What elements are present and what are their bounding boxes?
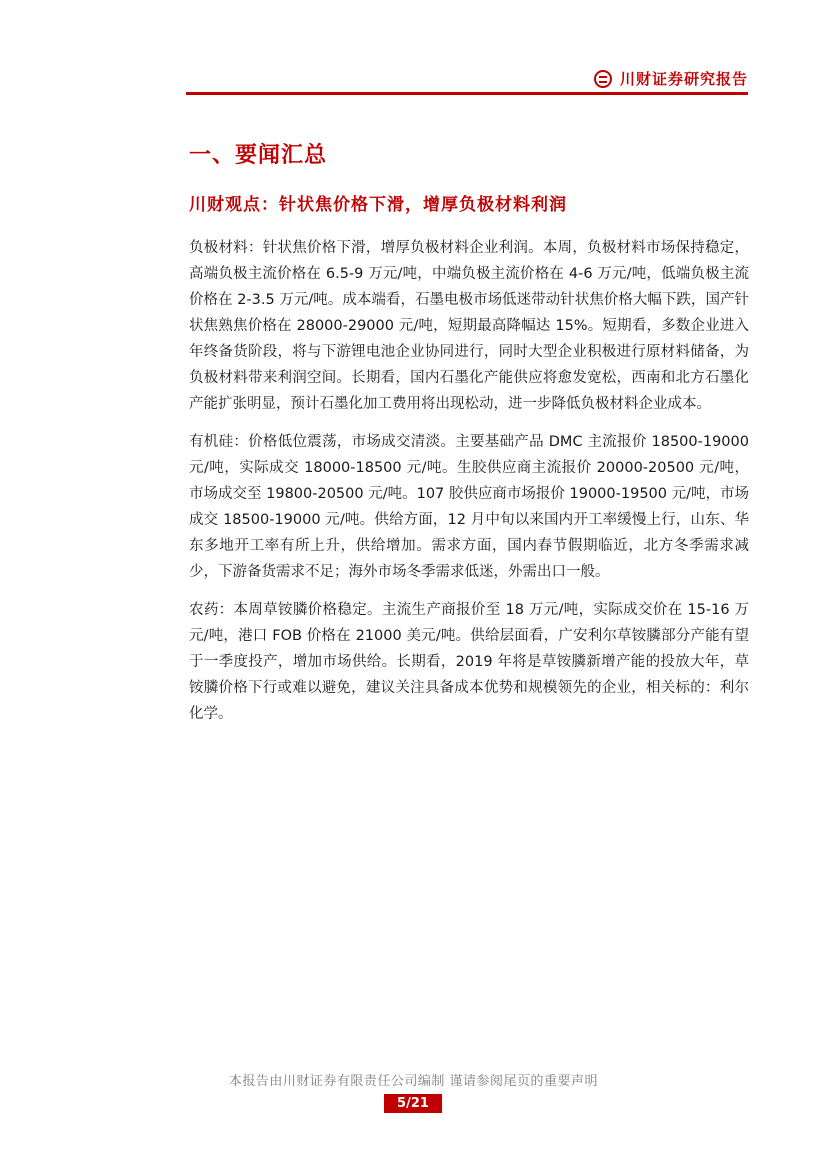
paragraph-organic-silicon: 有机硅：价格低位震荡，市场成交清淡。主要基础产品 DMC 主流报价 18500-19000 元/吨，实际成交 18000-18500 元/吨。生胶供应商主流报价 20000-20500 元/吨，市场成交至 19800-20500 元/吨。107 胶供应商市场报价 19000-19500 元/吨，市场成交 18500-19000 元/吨。供给方面，12 月中旬以来国内开工率缓慢上行，山东、华东多地开工率有所上升，供给增加。需求方面，国内春节假期临近，北方冬季需求减少，下游备货需求不足；海外市场冬季需求低迷，外需出口一般。 <box>189 434 749 580</box>
report-body <box>189 235 749 739</box>
page-header <box>186 62 748 92</box>
header-brand <box>594 68 748 89</box>
paragraph-pesticides: 农药：本周草铵膦价格稳定。主流生产商报价至 18 万元/吨，实际成交价在 15-16 万元/吨，港口 FOB 价格在 21000 美元/吨。供给层面看，广安利尔草铵膦部分产能有望于一季度投产，增加市场供给。长期看，2019 年将是草铵膦新增产能的投放大年，草铵膦价格下行或难以避免，建议关注具备成本优势和规模领先的企业，相关标的：利尔化学。 <box>189 602 749 722</box>
paragraph-anode-materials: 负极材料：针状焦价格下滑，增厚负极材料企业利润。本周，负极材料市场保持稳定，高端负极主流价格在 6.5-9 万元/吨，中端负极主流价格在 4-6 万元/吨，低端负极主流价格在 2-3.5 万元/吨。成本端看，石墨电极市场低迷带动针状焦价格大幅下跌，国产针状焦熟焦价格在 28000-29000 元/吨，短期最高降幅达 15%。短期看，多数企业进入年终备货阶段，将与下游锂电池企业协同进行，同时大型企业积极进行原材料储备，为负极材料带来利润空间。长期看，国内石墨化产能供应将愈发宽松，西南和北方石墨化产能扩张明显，预计石墨化加工费用将出现松动，进一步降低负极材料企业成本。 <box>189 240 749 412</box>
page-number: 5/21 <box>384 1094 442 1113</box>
header-divider <box>186 92 748 95</box>
section-title: 一、要闻汇总 <box>189 143 328 168</box>
footer-disclaimer: 本报告由川财证券有限责任公司编制 谨请参阅尾页的重要声明 <box>228 1074 599 1089</box>
brand-name: 川财证券研究报告 <box>619 70 748 88</box>
chuancai-logo-icon <box>594 70 612 88</box>
viewpoint-title: 川财观点：针状焦价格下滑，增厚负极材料利润 <box>189 195 567 215</box>
